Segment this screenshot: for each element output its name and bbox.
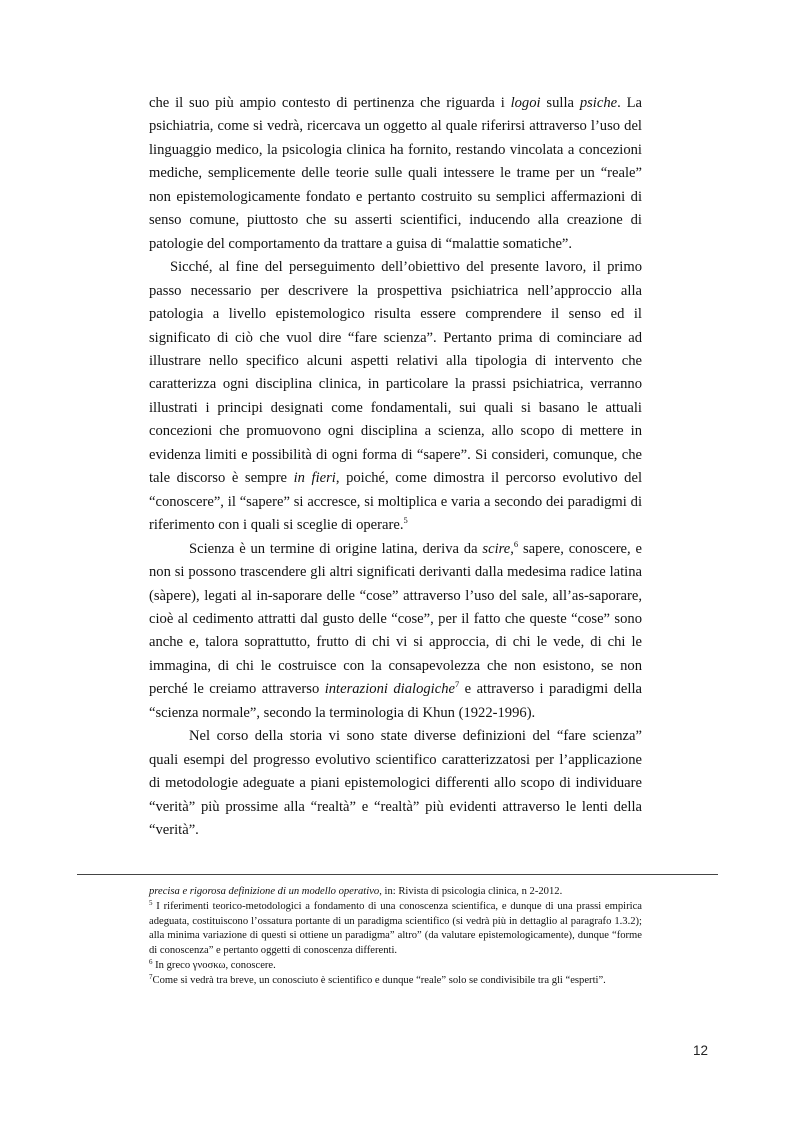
footnote-7: $^7$Come si vedrà tra breve, un conosciuto è scientifico e dunque “reale” solo se condivisibile tra gli “esperti”. [149,972,606,986]
term-in-fieri: in fieri [293,470,336,487]
footnotes [149,885,642,989]
term-logoi: logoi [510,95,541,111]
term-psiche: psiche [579,95,618,111]
footnote-ref-5[interactable]: 5 [403,515,408,526]
body-text [149,92,642,843]
paragraph-1: che il suo più ampio contesto di pertinenza che riguarda i logoi sulla psiche. La psichiatria, come si vedrà, ricercava un oggetto al quale riferirsi attraverso l’uso del linguaggio medico, la psicologia clinica ha fornito, restando vincolata a concezioni mediche, semplicemente delle teorie sulle quali intessere le trame per un “reale” non epistemologicamente fondato e pertanto costruito su semplici affermazioni di senso comune, piuttosto che su asserti scientifici, inducendo alla creazione di patologie del comportamento da trattare a guisa di “malattie somatiche”. [149,95,642,252]
paragraph-2: Sicché, al fine del perseguimento dell’obiettivo del presente lavoro, il primo passo necessario per descrivere la prospettiva psichiatrica nell’approccio alla patologia a livello epistemologico risulta essere comprendere il senso ed il significato di ciò che vuol dire “fare scienza”. Pertanto prima di cominciare ad illustrare nello specifico alcuni aspetti relativi alla tipologia di intervento che caratterizza ogni disciplina clinica, in particolare la prassi psichiatrica, verranno illustrati i principi designati come fondamentali, sui quali si basano le attuali concezioni che promuovono ogni disciplina a scienza, allo scopo di mettere in evidenza limiti e possibilità di ogni forma di “sapere”. Si consideri, comunque, che tale discorso è sempre in fieri, poiché, come dimostra il percorso evolutivo del “conoscere”, il “sapere” si accresce, si moltiplica e varia a secondo dei paradigmi di riferimento con i quali si sceglie di operare.$^5$ [149,259,643,534]
term-interazioni-dialogiche: interazioni dialogiche [324,681,455,698]
page-number: 12 [693,1043,709,1058]
paragraph-3: Scienza è un termine di origine latina, deriva da scire,$^6$ sapere, conoscere, e non si possono trascendere gli altri significati derivanti dalla medesima radice latina (sàpere), legati al in-saporare delle “cose” attraverso l’uso del sale, all’as-saporare, cioè al cedimento attratti dal gusto delle “cose”, per il fatto che queste “cose” sono anche e, talora soprattutto, frutto di chi vi si approccia, di chi le vede, di chi le immagina, di chi le costruisce con la consapevolezza che non esistono, se non perché le creiamo attraverso interazioni dialogiche$^7$ e attraverso i paradigmi della “scienza normale”, secondo la terminologia di Khun (1922-1996). [149,538,642,721]
footnote-separator [77,874,718,875]
term-scire: scire [482,540,511,557]
footnote-continuation: precisa e rigorosa definizione di un modello operativo, in: Rivista di psicologia clinica, n 2-2012. [149,886,563,897]
footnote-5: $^5$ I riferimenti teorico-metodologici a fondamento di una conoscenza scientifica, e dunque di una prassi empirica adeguata, costituiscono l’ossatura portante di un paradigma scientifico (si vedrà più in dettaglio al paragrafo 1.3.2); alla minima variazione di questi si ottiene un paradigma” altro” (da valutare epistemologicamente), dunque “forme di conoscenza” e pertanto oggetti di conoscenza differenti. [149,898,642,957]
paragraph-4: Nel corso della storia vi sono state diverse definizioni del “fare scienza” quali esempi del progresso evolutivo scientifico caratterizzatosi per l’applicazione di metodologie adeguate a piani epistemologici differenti allo scopo di individuare “verità” più prossime alla “realtà” e “realtà” più evidenti attraverso le lenti della “verità”. [149,728,642,839]
footnote-ref-6[interactable]: 6 [513,538,519,549]
footnote-6: $^6$ In greco γνοσκω, conoscere. [149,957,276,971]
footnote-ref-7[interactable]: 7 [454,679,460,690]
